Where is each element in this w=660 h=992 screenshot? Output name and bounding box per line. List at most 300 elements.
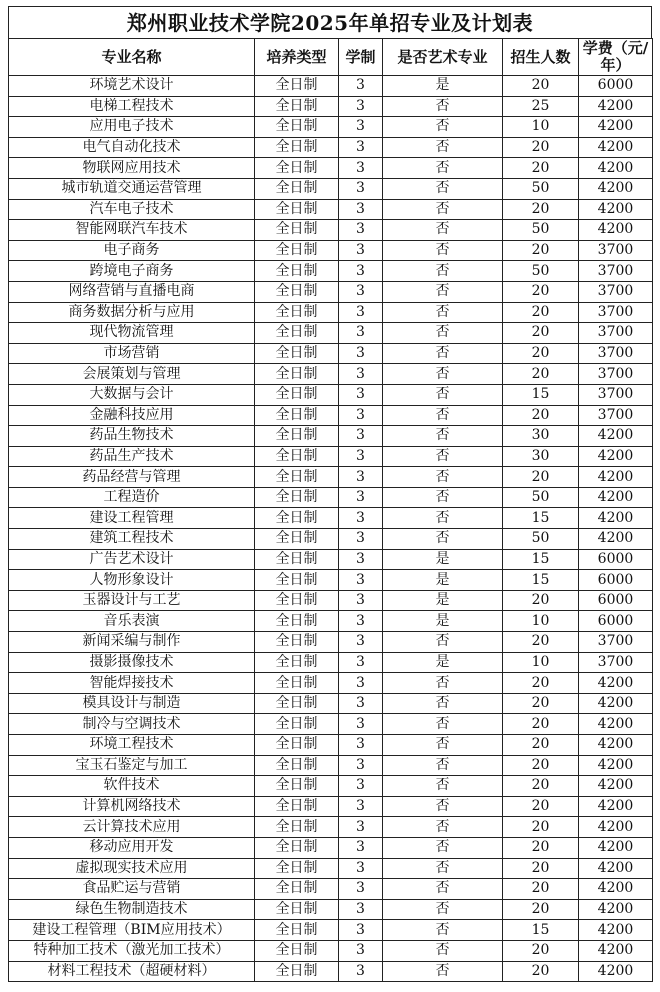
cell-is-art-major: 是 <box>383 590 503 611</box>
cell-duration: 3 <box>339 920 383 941</box>
cell-training-type: 全日制 <box>255 837 339 858</box>
cell-enrollment-count: 15 <box>503 920 579 941</box>
cell-training-type: 全日制 <box>255 426 339 447</box>
cell-is-art-major: 否 <box>383 96 503 117</box>
table-row <box>9 940 653 961</box>
table-row <box>9 611 653 632</box>
cell-training-type: 全日制 <box>255 570 339 591</box>
cell-is-art-major: 否 <box>383 796 503 817</box>
cell-tuition: 3700 <box>579 261 653 282</box>
cell-enrollment-count: 20 <box>503 158 579 179</box>
cell-is-art-major: 否 <box>383 487 503 508</box>
cell-tuition: 4200 <box>579 117 653 138</box>
cell-training-type: 全日制 <box>255 632 339 653</box>
table-row <box>9 570 653 591</box>
cell-is-art-major: 否 <box>383 940 503 961</box>
cell-tuition: 4200 <box>579 817 653 838</box>
cell-enrollment-count: 20 <box>503 323 579 344</box>
table-row <box>9 837 653 858</box>
table-row <box>9 879 653 900</box>
cell-tuition: 6000 <box>579 570 653 591</box>
cell-enrollment-count: 50 <box>503 529 579 550</box>
cell-major-name: 制冷与空调技术 <box>9 714 255 735</box>
cell-tuition: 4200 <box>579 714 653 735</box>
cell-enrollment-count: 20 <box>503 199 579 220</box>
cell-is-art-major: 否 <box>383 343 503 364</box>
cell-tuition: 4200 <box>579 508 653 529</box>
cell-major-name: 云计算技术应用 <box>9 817 255 838</box>
cell-is-art-major: 否 <box>383 405 503 426</box>
cell-major-name: 大数据与会计 <box>9 384 255 405</box>
cell-tuition: 4200 <box>579 920 653 941</box>
table-row <box>9 776 653 797</box>
cell-is-art-major: 否 <box>383 240 503 261</box>
cell-tuition: 4200 <box>579 137 653 158</box>
cell-enrollment-count: 50 <box>503 178 579 199</box>
cell-training-type: 全日制 <box>255 961 339 982</box>
cell-is-art-major: 否 <box>383 858 503 879</box>
cell-tuition: 4200 <box>579 858 653 879</box>
table-row <box>9 590 653 611</box>
table-row <box>9 920 653 941</box>
cell-training-type: 全日制 <box>255 96 339 117</box>
cell-training-type: 全日制 <box>255 240 339 261</box>
cell-major-name: 特种加工技术（激光加工技术） <box>9 940 255 961</box>
cell-duration: 3 <box>339 590 383 611</box>
cell-tuition: 3700 <box>579 384 653 405</box>
table-row <box>9 673 653 694</box>
cell-training-type: 全日制 <box>255 199 339 220</box>
table-row <box>9 755 653 776</box>
cell-enrollment-count: 20 <box>503 796 579 817</box>
cell-duration: 3 <box>339 446 383 467</box>
header-duration: 学制 <box>339 39 383 76</box>
cell-training-type: 全日制 <box>255 364 339 385</box>
cell-enrollment-count: 20 <box>503 137 579 158</box>
cell-duration: 3 <box>339 487 383 508</box>
cell-training-type: 全日制 <box>255 776 339 797</box>
cell-is-art-major: 是 <box>383 652 503 673</box>
table-row <box>9 446 653 467</box>
table-row <box>9 261 653 282</box>
cell-is-art-major: 否 <box>383 879 503 900</box>
table-row <box>9 817 653 838</box>
cell-training-type: 全日制 <box>255 178 339 199</box>
cell-major-name: 软件技术 <box>9 776 255 797</box>
cell-tuition: 3700 <box>579 632 653 653</box>
cell-is-art-major: 否 <box>383 776 503 797</box>
cell-enrollment-count: 20 <box>503 76 579 97</box>
cell-training-type: 全日制 <box>255 446 339 467</box>
cell-tuition: 4200 <box>579 776 653 797</box>
cell-training-type: 全日制 <box>255 323 339 344</box>
cell-major-name: 虚拟现实技术应用 <box>9 858 255 879</box>
cell-tuition: 4200 <box>579 899 653 920</box>
cell-major-name: 市场营销 <box>9 343 255 364</box>
cell-duration: 3 <box>339 467 383 488</box>
cell-major-name: 电子商务 <box>9 240 255 261</box>
cell-is-art-major: 否 <box>383 199 503 220</box>
cell-major-name: 移动应用开发 <box>9 837 255 858</box>
cell-tuition: 4200 <box>579 467 653 488</box>
cell-duration: 3 <box>339 879 383 900</box>
table-row <box>9 508 653 529</box>
cell-is-art-major: 否 <box>383 673 503 694</box>
cell-duration: 3 <box>339 899 383 920</box>
cell-tuition: 4200 <box>579 837 653 858</box>
cell-major-name: 音乐表演 <box>9 611 255 632</box>
cell-training-type: 全日制 <box>255 281 339 302</box>
cell-major-name: 药品生物技术 <box>9 426 255 447</box>
page-title: 郑州职业技术学院2025年单招专业及计划表 <box>8 6 652 38</box>
cell-is-art-major: 否 <box>383 529 503 550</box>
cell-enrollment-count: 15 <box>503 508 579 529</box>
cell-tuition: 4200 <box>579 693 653 714</box>
table-row <box>9 281 653 302</box>
cell-major-name: 计算机网络技术 <box>9 796 255 817</box>
cell-major-name: 金融科技应用 <box>9 405 255 426</box>
cell-enrollment-count: 15 <box>503 570 579 591</box>
cell-enrollment-count: 20 <box>503 632 579 653</box>
cell-enrollment-count: 30 <box>503 426 579 447</box>
cell-duration: 3 <box>339 384 383 405</box>
cell-duration: 3 <box>339 549 383 570</box>
cell-major-name: 绿色生物制造技术 <box>9 899 255 920</box>
cell-enrollment-count: 20 <box>503 673 579 694</box>
cell-tuition: 3700 <box>579 302 653 323</box>
cell-is-art-major: 否 <box>383 178 503 199</box>
table-row <box>9 240 653 261</box>
cell-duration: 3 <box>339 364 383 385</box>
cell-enrollment-count: 20 <box>503 735 579 756</box>
cell-enrollment-count: 15 <box>503 384 579 405</box>
cell-enrollment-count: 25 <box>503 96 579 117</box>
cell-is-art-major: 否 <box>383 281 503 302</box>
cell-duration: 3 <box>339 529 383 550</box>
cell-duration: 3 <box>339 117 383 138</box>
cell-major-name: 会展策划与管理 <box>9 364 255 385</box>
cell-tuition: 6000 <box>579 549 653 570</box>
cell-training-type: 全日制 <box>255 117 339 138</box>
cell-duration: 3 <box>339 508 383 529</box>
cell-training-type: 全日制 <box>255 261 339 282</box>
cell-is-art-major: 否 <box>383 446 503 467</box>
cell-enrollment-count: 20 <box>503 755 579 776</box>
cell-is-art-major: 否 <box>383 961 503 982</box>
cell-is-art-major: 否 <box>383 899 503 920</box>
cell-enrollment-count: 50 <box>503 261 579 282</box>
table-row <box>9 117 653 138</box>
cell-duration: 3 <box>339 673 383 694</box>
cell-duration: 3 <box>339 178 383 199</box>
cell-duration: 3 <box>339 220 383 241</box>
cell-duration: 3 <box>339 302 383 323</box>
cell-major-name: 建设工程管理（BIM应用技术） <box>9 920 255 941</box>
cell-enrollment-count: 50 <box>503 487 579 508</box>
table-row <box>9 693 653 714</box>
cell-is-art-major: 否 <box>383 158 503 179</box>
table-row <box>9 899 653 920</box>
cell-duration: 3 <box>339 693 383 714</box>
cell-training-type: 全日制 <box>255 693 339 714</box>
cell-training-type: 全日制 <box>255 487 339 508</box>
table-row <box>9 76 653 97</box>
cell-major-name: 现代物流管理 <box>9 323 255 344</box>
cell-is-art-major: 否 <box>383 220 503 241</box>
cell-major-name: 汽车电子技术 <box>9 199 255 220</box>
cell-enrollment-count: 50 <box>503 220 579 241</box>
cell-tuition: 4200 <box>579 220 653 241</box>
cell-training-type: 全日制 <box>255 549 339 570</box>
cell-tuition: 4200 <box>579 940 653 961</box>
cell-tuition: 4200 <box>579 178 653 199</box>
cell-duration: 3 <box>339 240 383 261</box>
cell-major-name: 商务数据分析与应用 <box>9 302 255 323</box>
cell-enrollment-count: 20 <box>503 879 579 900</box>
cell-duration: 3 <box>339 199 383 220</box>
cell-training-type: 全日制 <box>255 343 339 364</box>
cell-major-name: 城市轨道交通运营管理 <box>9 178 255 199</box>
cell-duration: 3 <box>339 858 383 879</box>
cell-tuition: 4200 <box>579 755 653 776</box>
cell-duration: 3 <box>339 652 383 673</box>
cell-enrollment-count: 20 <box>503 693 579 714</box>
cell-training-type: 全日制 <box>255 302 339 323</box>
cell-is-art-major: 否 <box>383 117 503 138</box>
cell-tuition: 4200 <box>579 796 653 817</box>
cell-enrollment-count: 20 <box>503 281 579 302</box>
cell-tuition: 3700 <box>579 343 653 364</box>
cell-is-art-major: 否 <box>383 261 503 282</box>
cell-duration: 3 <box>339 714 383 735</box>
cell-major-name: 网络营销与直播电商 <box>9 281 255 302</box>
cell-major-name: 宝玉石鉴定与加工 <box>9 755 255 776</box>
cell-training-type: 全日制 <box>255 405 339 426</box>
cell-duration: 3 <box>339 137 383 158</box>
cell-training-type: 全日制 <box>255 796 339 817</box>
cell-major-name: 工程造价 <box>9 487 255 508</box>
cell-enrollment-count: 20 <box>503 817 579 838</box>
cell-major-name: 药品生产技术 <box>9 446 255 467</box>
table-row <box>9 858 653 879</box>
cell-enrollment-count: 20 <box>503 343 579 364</box>
cell-tuition: 4200 <box>579 879 653 900</box>
cell-major-name: 模具设计与制造 <box>9 693 255 714</box>
header-tuition: 学费（元/年） <box>579 39 653 76</box>
cell-duration: 3 <box>339 323 383 344</box>
cell-training-type: 全日制 <box>255 899 339 920</box>
table-row <box>9 364 653 385</box>
table-row <box>9 137 653 158</box>
cell-training-type: 全日制 <box>255 673 339 694</box>
cell-major-name: 应用电子技术 <box>9 117 255 138</box>
cell-training-type: 全日制 <box>255 652 339 673</box>
cell-is-art-major: 是 <box>383 570 503 591</box>
cell-training-type: 全日制 <box>255 817 339 838</box>
cell-tuition: 4200 <box>579 426 653 447</box>
table-row <box>9 343 653 364</box>
cell-tuition: 6000 <box>579 76 653 97</box>
table-row <box>9 632 653 653</box>
cell-tuition: 4200 <box>579 446 653 467</box>
cell-is-art-major: 否 <box>383 426 503 447</box>
cell-tuition: 4200 <box>579 199 653 220</box>
cell-is-art-major: 否 <box>383 920 503 941</box>
table-row <box>9 467 653 488</box>
cell-enrollment-count: 10 <box>503 611 579 632</box>
cell-training-type: 全日制 <box>255 735 339 756</box>
cell-is-art-major: 否 <box>383 714 503 735</box>
cell-major-name: 药品经营与管理 <box>9 467 255 488</box>
cell-major-name: 智能网联汽车技术 <box>9 220 255 241</box>
header-row <box>9 39 653 76</box>
cell-is-art-major: 否 <box>383 632 503 653</box>
cell-duration: 3 <box>339 611 383 632</box>
cell-training-type: 全日制 <box>255 858 339 879</box>
cell-training-type: 全日制 <box>255 879 339 900</box>
cell-enrollment-count: 20 <box>503 590 579 611</box>
cell-training-type: 全日制 <box>255 220 339 241</box>
cell-tuition: 4200 <box>579 673 653 694</box>
table-row <box>9 549 653 570</box>
cell-training-type: 全日制 <box>255 137 339 158</box>
table-row <box>9 158 653 179</box>
cell-major-name: 物联网应用技术 <box>9 158 255 179</box>
table-row <box>9 652 653 673</box>
cell-tuition: 4200 <box>579 487 653 508</box>
table-row <box>9 735 653 756</box>
cell-is-art-major: 否 <box>383 384 503 405</box>
cell-tuition: 6000 <box>579 611 653 632</box>
cell-duration: 3 <box>339 776 383 797</box>
cell-duration: 3 <box>339 405 383 426</box>
cell-major-name: 电梯工程技术 <box>9 96 255 117</box>
cell-is-art-major: 否 <box>383 137 503 158</box>
cell-training-type: 全日制 <box>255 920 339 941</box>
cell-is-art-major: 否 <box>383 508 503 529</box>
cell-duration: 3 <box>339 158 383 179</box>
cell-is-art-major: 否 <box>383 817 503 838</box>
cell-duration: 3 <box>339 817 383 838</box>
cell-training-type: 全日制 <box>255 76 339 97</box>
cell-enrollment-count: 20 <box>503 858 579 879</box>
cell-is-art-major: 否 <box>383 693 503 714</box>
cell-tuition: 4200 <box>579 96 653 117</box>
cell-duration: 3 <box>339 281 383 302</box>
table-row <box>9 487 653 508</box>
cell-major-name: 人物形象设计 <box>9 570 255 591</box>
cell-tuition: 4200 <box>579 735 653 756</box>
cell-is-art-major: 否 <box>383 467 503 488</box>
cell-duration: 3 <box>339 796 383 817</box>
cell-duration: 3 <box>339 755 383 776</box>
cell-duration: 3 <box>339 632 383 653</box>
cell-enrollment-count: 20 <box>503 240 579 261</box>
cell-enrollment-count: 20 <box>503 714 579 735</box>
cell-is-art-major: 否 <box>383 302 503 323</box>
cell-training-type: 全日制 <box>255 508 339 529</box>
cell-tuition: 3700 <box>579 281 653 302</box>
table-row <box>9 323 653 344</box>
cell-major-name: 建设工程管理 <box>9 508 255 529</box>
cell-training-type: 全日制 <box>255 714 339 735</box>
cell-is-art-major: 是 <box>383 549 503 570</box>
cell-duration: 3 <box>339 570 383 591</box>
cell-duration: 3 <box>339 76 383 97</box>
cell-is-art-major: 否 <box>383 837 503 858</box>
enrollment-table <box>8 38 653 982</box>
cell-major-name: 跨境电子商务 <box>9 261 255 282</box>
cell-duration: 3 <box>339 837 383 858</box>
cell-major-name: 广告艺术设计 <box>9 549 255 570</box>
cell-enrollment-count: 20 <box>503 899 579 920</box>
cell-training-type: 全日制 <box>255 940 339 961</box>
cell-duration: 3 <box>339 261 383 282</box>
cell-training-type: 全日制 <box>255 611 339 632</box>
cell-is-art-major: 是 <box>383 611 503 632</box>
table-body <box>9 76 653 982</box>
header-enrollment-count: 招生人数 <box>503 39 579 76</box>
cell-enrollment-count: 20 <box>503 302 579 323</box>
cell-enrollment-count: 20 <box>503 364 579 385</box>
cell-enrollment-count: 20 <box>503 940 579 961</box>
cell-is-art-major: 否 <box>383 755 503 776</box>
cell-major-name: 电气自动化技术 <box>9 137 255 158</box>
cell-enrollment-count: 15 <box>503 549 579 570</box>
cell-duration: 3 <box>339 426 383 447</box>
cell-tuition: 3700 <box>579 364 653 385</box>
cell-tuition: 4200 <box>579 529 653 550</box>
cell-enrollment-count: 10 <box>503 117 579 138</box>
enrollment-plan-sheet <box>8 6 652 982</box>
cell-training-type: 全日制 <box>255 467 339 488</box>
table-row <box>9 796 653 817</box>
table-row <box>9 405 653 426</box>
table-row <box>9 961 653 982</box>
table-row <box>9 302 653 323</box>
table-row <box>9 714 653 735</box>
cell-major-name: 建筑工程技术 <box>9 529 255 550</box>
cell-duration: 3 <box>339 96 383 117</box>
cell-tuition: 4200 <box>579 158 653 179</box>
cell-enrollment-count: 20 <box>503 467 579 488</box>
cell-enrollment-count: 20 <box>503 776 579 797</box>
cell-tuition: 6000 <box>579 590 653 611</box>
cell-training-type: 全日制 <box>255 384 339 405</box>
cell-is-art-major: 否 <box>383 323 503 344</box>
table-row <box>9 426 653 447</box>
cell-major-name: 材料工程技术（超硬材料） <box>9 961 255 982</box>
cell-tuition: 3700 <box>579 323 653 344</box>
header-training-type: 培养类型 <box>255 39 339 76</box>
cell-major-name: 环境工程技术 <box>9 735 255 756</box>
cell-major-name: 环境艺术设计 <box>9 76 255 97</box>
table-row <box>9 199 653 220</box>
cell-is-art-major: 否 <box>383 364 503 385</box>
table-row <box>9 178 653 199</box>
table-row <box>9 529 653 550</box>
cell-enrollment-count: 20 <box>503 837 579 858</box>
cell-training-type: 全日制 <box>255 755 339 776</box>
cell-enrollment-count: 10 <box>503 652 579 673</box>
cell-major-name: 智能焊接技术 <box>9 673 255 694</box>
cell-is-art-major: 否 <box>383 735 503 756</box>
table-row <box>9 96 653 117</box>
cell-training-type: 全日制 <box>255 158 339 179</box>
cell-duration: 3 <box>339 735 383 756</box>
cell-tuition: 4200 <box>579 961 653 982</box>
cell-major-name: 新闻采编与制作 <box>9 632 255 653</box>
